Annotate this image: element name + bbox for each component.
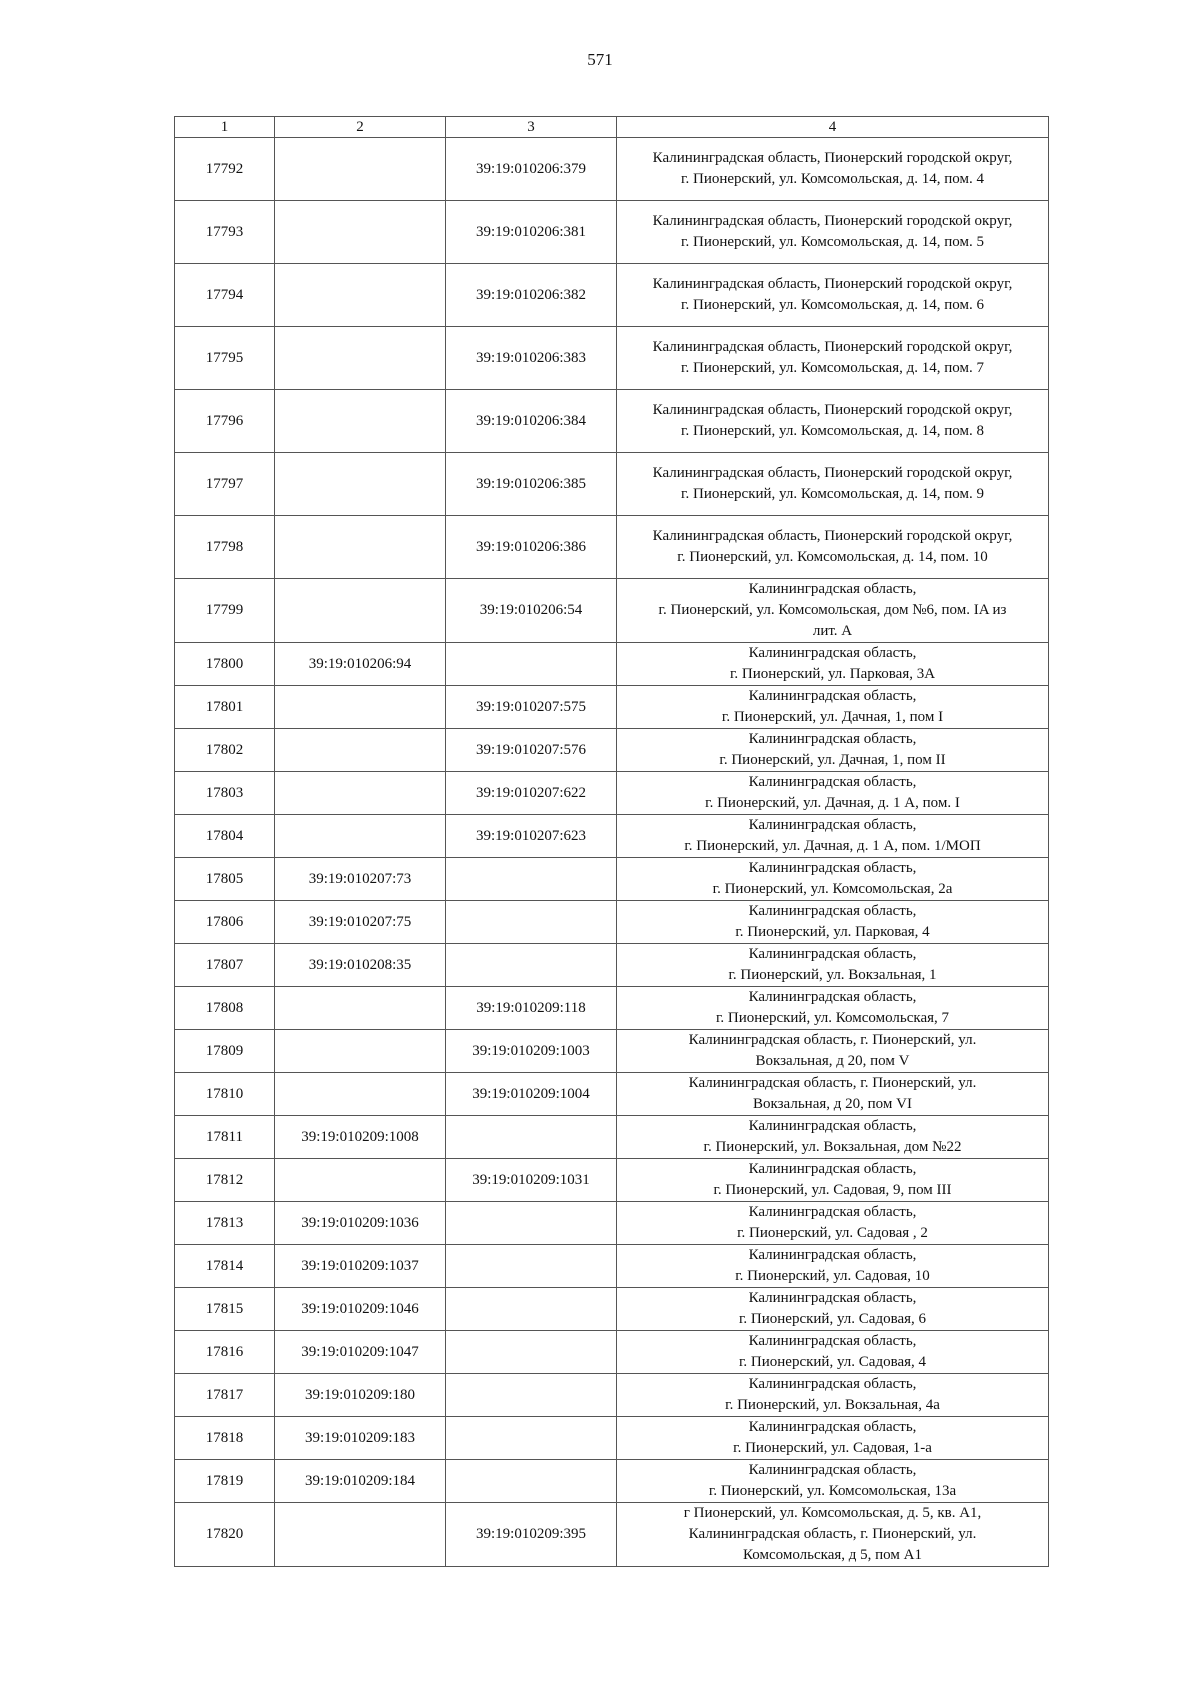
row-number-cell: 17796 bbox=[175, 390, 275, 453]
row-number-cell: 17800 bbox=[175, 643, 275, 686]
row-number-cell: 17812 bbox=[175, 1159, 275, 1202]
row-number-cell: 17813 bbox=[175, 1202, 275, 1245]
address-cell: Калининградская область, Пионерский городской округ, г. Пионерский, ул. Комсомольская, д. 14, пом. 4 bbox=[617, 138, 1049, 201]
cadastral-number-cell bbox=[446, 643, 617, 686]
table-row bbox=[175, 901, 1049, 944]
table-row bbox=[175, 516, 1049, 579]
cadastral-number-cell: 39:19:010207:73 bbox=[275, 858, 446, 901]
cadastral-number-cell bbox=[275, 729, 446, 772]
table-row bbox=[175, 1417, 1049, 1460]
table-row bbox=[175, 1202, 1049, 1245]
address-cell: Калининградская область, г. Пионерский, ул. Садовая , 2 bbox=[617, 1202, 1049, 1245]
address-cell: Калининградская область, г. Пионерский, ул. Комсомольская, дом №6, пом. IA из лит. А bbox=[617, 579, 1049, 643]
table-row bbox=[175, 858, 1049, 901]
cadastral-number-cell: 39:19:010209:184 bbox=[275, 1460, 446, 1503]
table-row bbox=[175, 1503, 1049, 1567]
address-cell: Калининградская область, Пионерский городской округ, г. Пионерский, ул. Комсомольская, д. 14, пом. 7 bbox=[617, 327, 1049, 390]
address-cell: Калининградская область, г. Пионерский, ул. Садовая, 9, пом III bbox=[617, 1159, 1049, 1202]
row-number-cell: 17807 bbox=[175, 944, 275, 987]
cadastral-number-cell bbox=[275, 453, 446, 516]
address-cell: Калининградская область, г. Пионерский, ул. Дачная, д. 1 А, пом. I bbox=[617, 772, 1049, 815]
row-number-cell: 17808 bbox=[175, 987, 275, 1030]
cadastral-number-cell bbox=[446, 944, 617, 987]
cadastral-number-cell bbox=[275, 264, 446, 327]
table-row bbox=[175, 453, 1049, 516]
table-header-row bbox=[175, 117, 1049, 138]
row-number-cell: 17804 bbox=[175, 815, 275, 858]
address-cell: Калининградская область, г. Пионерский, ул. Дачная, 1, пом I bbox=[617, 686, 1049, 729]
cadastral-number-cell: 39:19:010209:1036 bbox=[275, 1202, 446, 1245]
address-cell: Калининградская область, г. Пионерский, ул. Вокзальная, д 20, пом V bbox=[617, 1030, 1049, 1073]
table-row bbox=[175, 1030, 1049, 1073]
row-number-cell: 17817 bbox=[175, 1374, 275, 1417]
table-row bbox=[175, 201, 1049, 264]
cadastral-number-cell: 39:19:010206:382 bbox=[446, 264, 617, 327]
row-number-cell: 17814 bbox=[175, 1245, 275, 1288]
cadastral-number-cell bbox=[446, 1116, 617, 1159]
cadastral-number-cell bbox=[275, 201, 446, 264]
table-row bbox=[175, 815, 1049, 858]
row-number-cell: 17797 bbox=[175, 453, 275, 516]
cadastral-number-cell: 39:19:010209:395 bbox=[446, 1503, 617, 1567]
table-row bbox=[175, 772, 1049, 815]
cadastral-number-cell: 39:19:010209:1037 bbox=[275, 1245, 446, 1288]
cadastral-number-cell bbox=[275, 1073, 446, 1116]
row-number-cell: 17798 bbox=[175, 516, 275, 579]
cadastral-number-cell: 39:19:010206:384 bbox=[446, 390, 617, 453]
row-number-cell: 17803 bbox=[175, 772, 275, 815]
table-row bbox=[175, 1288, 1049, 1331]
cadastral-number-cell bbox=[275, 327, 446, 390]
cadastral-number-cell bbox=[275, 138, 446, 201]
cadastral-number-cell: 39:19:010207:575 bbox=[446, 686, 617, 729]
cadastral-number-cell: 39:19:010207:576 bbox=[446, 729, 617, 772]
cadastral-number-cell: 39:19:010209:180 bbox=[275, 1374, 446, 1417]
cadastral-number-cell bbox=[446, 1374, 617, 1417]
cadastral-number-cell: 39:19:010206:385 bbox=[446, 453, 617, 516]
cadastral-number-cell bbox=[275, 987, 446, 1030]
address-cell: Калининградская область, г. Пионерский, ул. Садовая, 1-а bbox=[617, 1417, 1049, 1460]
address-cell: Калининградская область, г. Пионерский, ул. Садовая, 4 bbox=[617, 1331, 1049, 1374]
table-row bbox=[175, 327, 1049, 390]
cadastral-number-cell bbox=[446, 901, 617, 944]
cadastral-number-cell: 39:19:010208:35 bbox=[275, 944, 446, 987]
table-row bbox=[175, 944, 1049, 987]
address-cell: Калининградская область, Пионерский городской округ, г. Пионерский, ул. Комсомольская, д. 14, пом. 10 bbox=[617, 516, 1049, 579]
address-cell: Калининградская область, г. Пионерский, ул. Вокзальная, 4а bbox=[617, 1374, 1049, 1417]
address-cell: г Пионерский, ул. Комсомольская, д. 5, кв. А1, Калининградская область, г. Пионерский, ул. Комсомольская, д 5, пом А1 bbox=[617, 1503, 1049, 1567]
cadastral-number-cell bbox=[275, 579, 446, 643]
cadastral-number-cell bbox=[446, 1331, 617, 1374]
row-number-cell: 17809 bbox=[175, 1030, 275, 1073]
cadastral-number-cell: 39:19:010206:386 bbox=[446, 516, 617, 579]
cadastral-number-cell bbox=[446, 858, 617, 901]
row-number-cell: 17806 bbox=[175, 901, 275, 944]
address-cell: Калининградская область, Пионерский городской округ, г. Пионерский, ул. Комсомольская, д. 14, пом. 5 bbox=[617, 201, 1049, 264]
address-cell: Калининградская область, г. Пионерский, ул. Комсомольская, 2а bbox=[617, 858, 1049, 901]
table-row bbox=[175, 579, 1049, 643]
cadastral-number-cell: 39:19:010206:379 bbox=[446, 138, 617, 201]
cadastral-number-cell bbox=[446, 1460, 617, 1503]
cadastral-number-cell: 39:19:010207:623 bbox=[446, 815, 617, 858]
cadastral-number-cell bbox=[446, 1288, 617, 1331]
address-cell: Калининградская область, Пионерский городской округ, г. Пионерский, ул. Комсомольская, д. 14, пом. 9 bbox=[617, 453, 1049, 516]
address-cell: Калининградская область, г. Пионерский, ул. Садовая, 10 bbox=[617, 1245, 1049, 1288]
row-number-cell: 17801 bbox=[175, 686, 275, 729]
address-cell: Калининградская область, г. Пионерский, ул. Вокзальная, д 20, пом VI bbox=[617, 1073, 1049, 1116]
table-row bbox=[175, 1116, 1049, 1159]
address-cell: Калининградская область, г. Пионерский, ул. Парковая, 3А bbox=[617, 643, 1049, 686]
row-number-cell: 17818 bbox=[175, 1417, 275, 1460]
cadastral-number-cell bbox=[275, 1503, 446, 1567]
row-number-cell: 17820 bbox=[175, 1503, 275, 1567]
cadastral-number-cell bbox=[275, 516, 446, 579]
cadastral-number-cell: 39:19:010209:1047 bbox=[275, 1331, 446, 1374]
row-number-cell: 17793 bbox=[175, 201, 275, 264]
table-row bbox=[175, 390, 1049, 453]
table-row bbox=[175, 987, 1049, 1030]
table-row bbox=[175, 1331, 1049, 1374]
row-number-cell: 17815 bbox=[175, 1288, 275, 1331]
row-number-cell: 17795 bbox=[175, 327, 275, 390]
cadastral-number-cell bbox=[446, 1202, 617, 1245]
cadastral-number-cell: 39:19:010209:183 bbox=[275, 1417, 446, 1460]
cadastral-number-cell: 39:19:010209:1031 bbox=[446, 1159, 617, 1202]
table-row bbox=[175, 729, 1049, 772]
table-row bbox=[175, 1159, 1049, 1202]
address-cell: Калининградская область, г. Пионерский, ул. Садовая, 6 bbox=[617, 1288, 1049, 1331]
cadastral-number-cell: 39:19:010206:383 bbox=[446, 327, 617, 390]
row-number-cell: 17816 bbox=[175, 1331, 275, 1374]
address-cell: Калининградская область, г. Пионерский, ул. Комсомольская, 13а bbox=[617, 1460, 1049, 1503]
table-row bbox=[175, 1460, 1049, 1503]
registry-table bbox=[174, 116, 1049, 1567]
cadastral-number-cell bbox=[446, 1245, 617, 1288]
cadastral-number-cell bbox=[275, 815, 446, 858]
row-number-cell: 17811 bbox=[175, 1116, 275, 1159]
row-number-cell: 17792 bbox=[175, 138, 275, 201]
cadastral-number-cell: 39:19:010209:1004 bbox=[446, 1073, 617, 1116]
cadastral-number-cell bbox=[275, 1159, 446, 1202]
column-header-2: 2 bbox=[275, 117, 446, 138]
cadastral-number-cell: 39:19:010209:118 bbox=[446, 987, 617, 1030]
address-cell: Калининградская область, Пионерский городской округ, г. Пионерский, ул. Комсомольская, д. 14, пом. 8 bbox=[617, 390, 1049, 453]
table-row bbox=[175, 138, 1049, 201]
row-number-cell: 17805 bbox=[175, 858, 275, 901]
cadastral-number-cell: 39:19:010206:94 bbox=[275, 643, 446, 686]
cadastral-number-cell bbox=[275, 1030, 446, 1073]
table-row bbox=[175, 264, 1049, 327]
table-row bbox=[175, 686, 1049, 729]
cadastral-number-cell: 39:19:010207:75 bbox=[275, 901, 446, 944]
cadastral-number-cell: 39:19:010209:1008 bbox=[275, 1116, 446, 1159]
column-header-3: 3 bbox=[446, 117, 617, 138]
cadastral-number-cell: 39:19:010209:1003 bbox=[446, 1030, 617, 1073]
address-cell: Калининградская область, г. Пионерский, ул. Вокзальная, дом №22 bbox=[617, 1116, 1049, 1159]
row-number-cell: 17802 bbox=[175, 729, 275, 772]
row-number-cell: 17794 bbox=[175, 264, 275, 327]
cadastral-number-cell bbox=[275, 390, 446, 453]
cadastral-number-cell bbox=[275, 686, 446, 729]
cadastral-number-cell: 39:19:010206:54 bbox=[446, 579, 617, 643]
address-cell: Калининградская область, г. Пионерский, ул. Дачная, 1, пом II bbox=[617, 729, 1049, 772]
cadastral-number-cell: 39:19:010206:381 bbox=[446, 201, 617, 264]
table-row bbox=[175, 1374, 1049, 1417]
cadastral-number-cell bbox=[446, 1417, 617, 1460]
row-number-cell: 17810 bbox=[175, 1073, 275, 1116]
page-number: 571 bbox=[587, 50, 613, 69]
address-cell: Калининградская область, Пионерский городской округ, г. Пионерский, ул. Комсомольская, д. 14, пом. 6 bbox=[617, 264, 1049, 327]
address-cell: Калининградская область, г. Пионерский, ул. Парковая, 4 bbox=[617, 901, 1049, 944]
cadastral-number-cell bbox=[275, 772, 446, 815]
row-number-cell: 17799 bbox=[175, 579, 275, 643]
address-cell: Калининградская область, г. Пионерский, ул. Комсомольская, 7 bbox=[617, 987, 1049, 1030]
row-number-cell: 17819 bbox=[175, 1460, 275, 1503]
cadastral-number-cell: 39:19:010209:1046 bbox=[275, 1288, 446, 1331]
column-header-4: 4 bbox=[617, 117, 1049, 138]
column-header-1: 1 bbox=[175, 117, 275, 138]
cadastral-number-cell: 39:19:010207:622 bbox=[446, 772, 617, 815]
address-cell: Калининградская область, г. Пионерский, ул. Вокзальная, 1 bbox=[617, 944, 1049, 987]
table-row bbox=[175, 643, 1049, 686]
address-cell: Калининградская область, г. Пионерский, ул. Дачная, д. 1 А, пом. 1/МОП bbox=[617, 815, 1049, 858]
table-row bbox=[175, 1245, 1049, 1288]
table-row bbox=[175, 1073, 1049, 1116]
